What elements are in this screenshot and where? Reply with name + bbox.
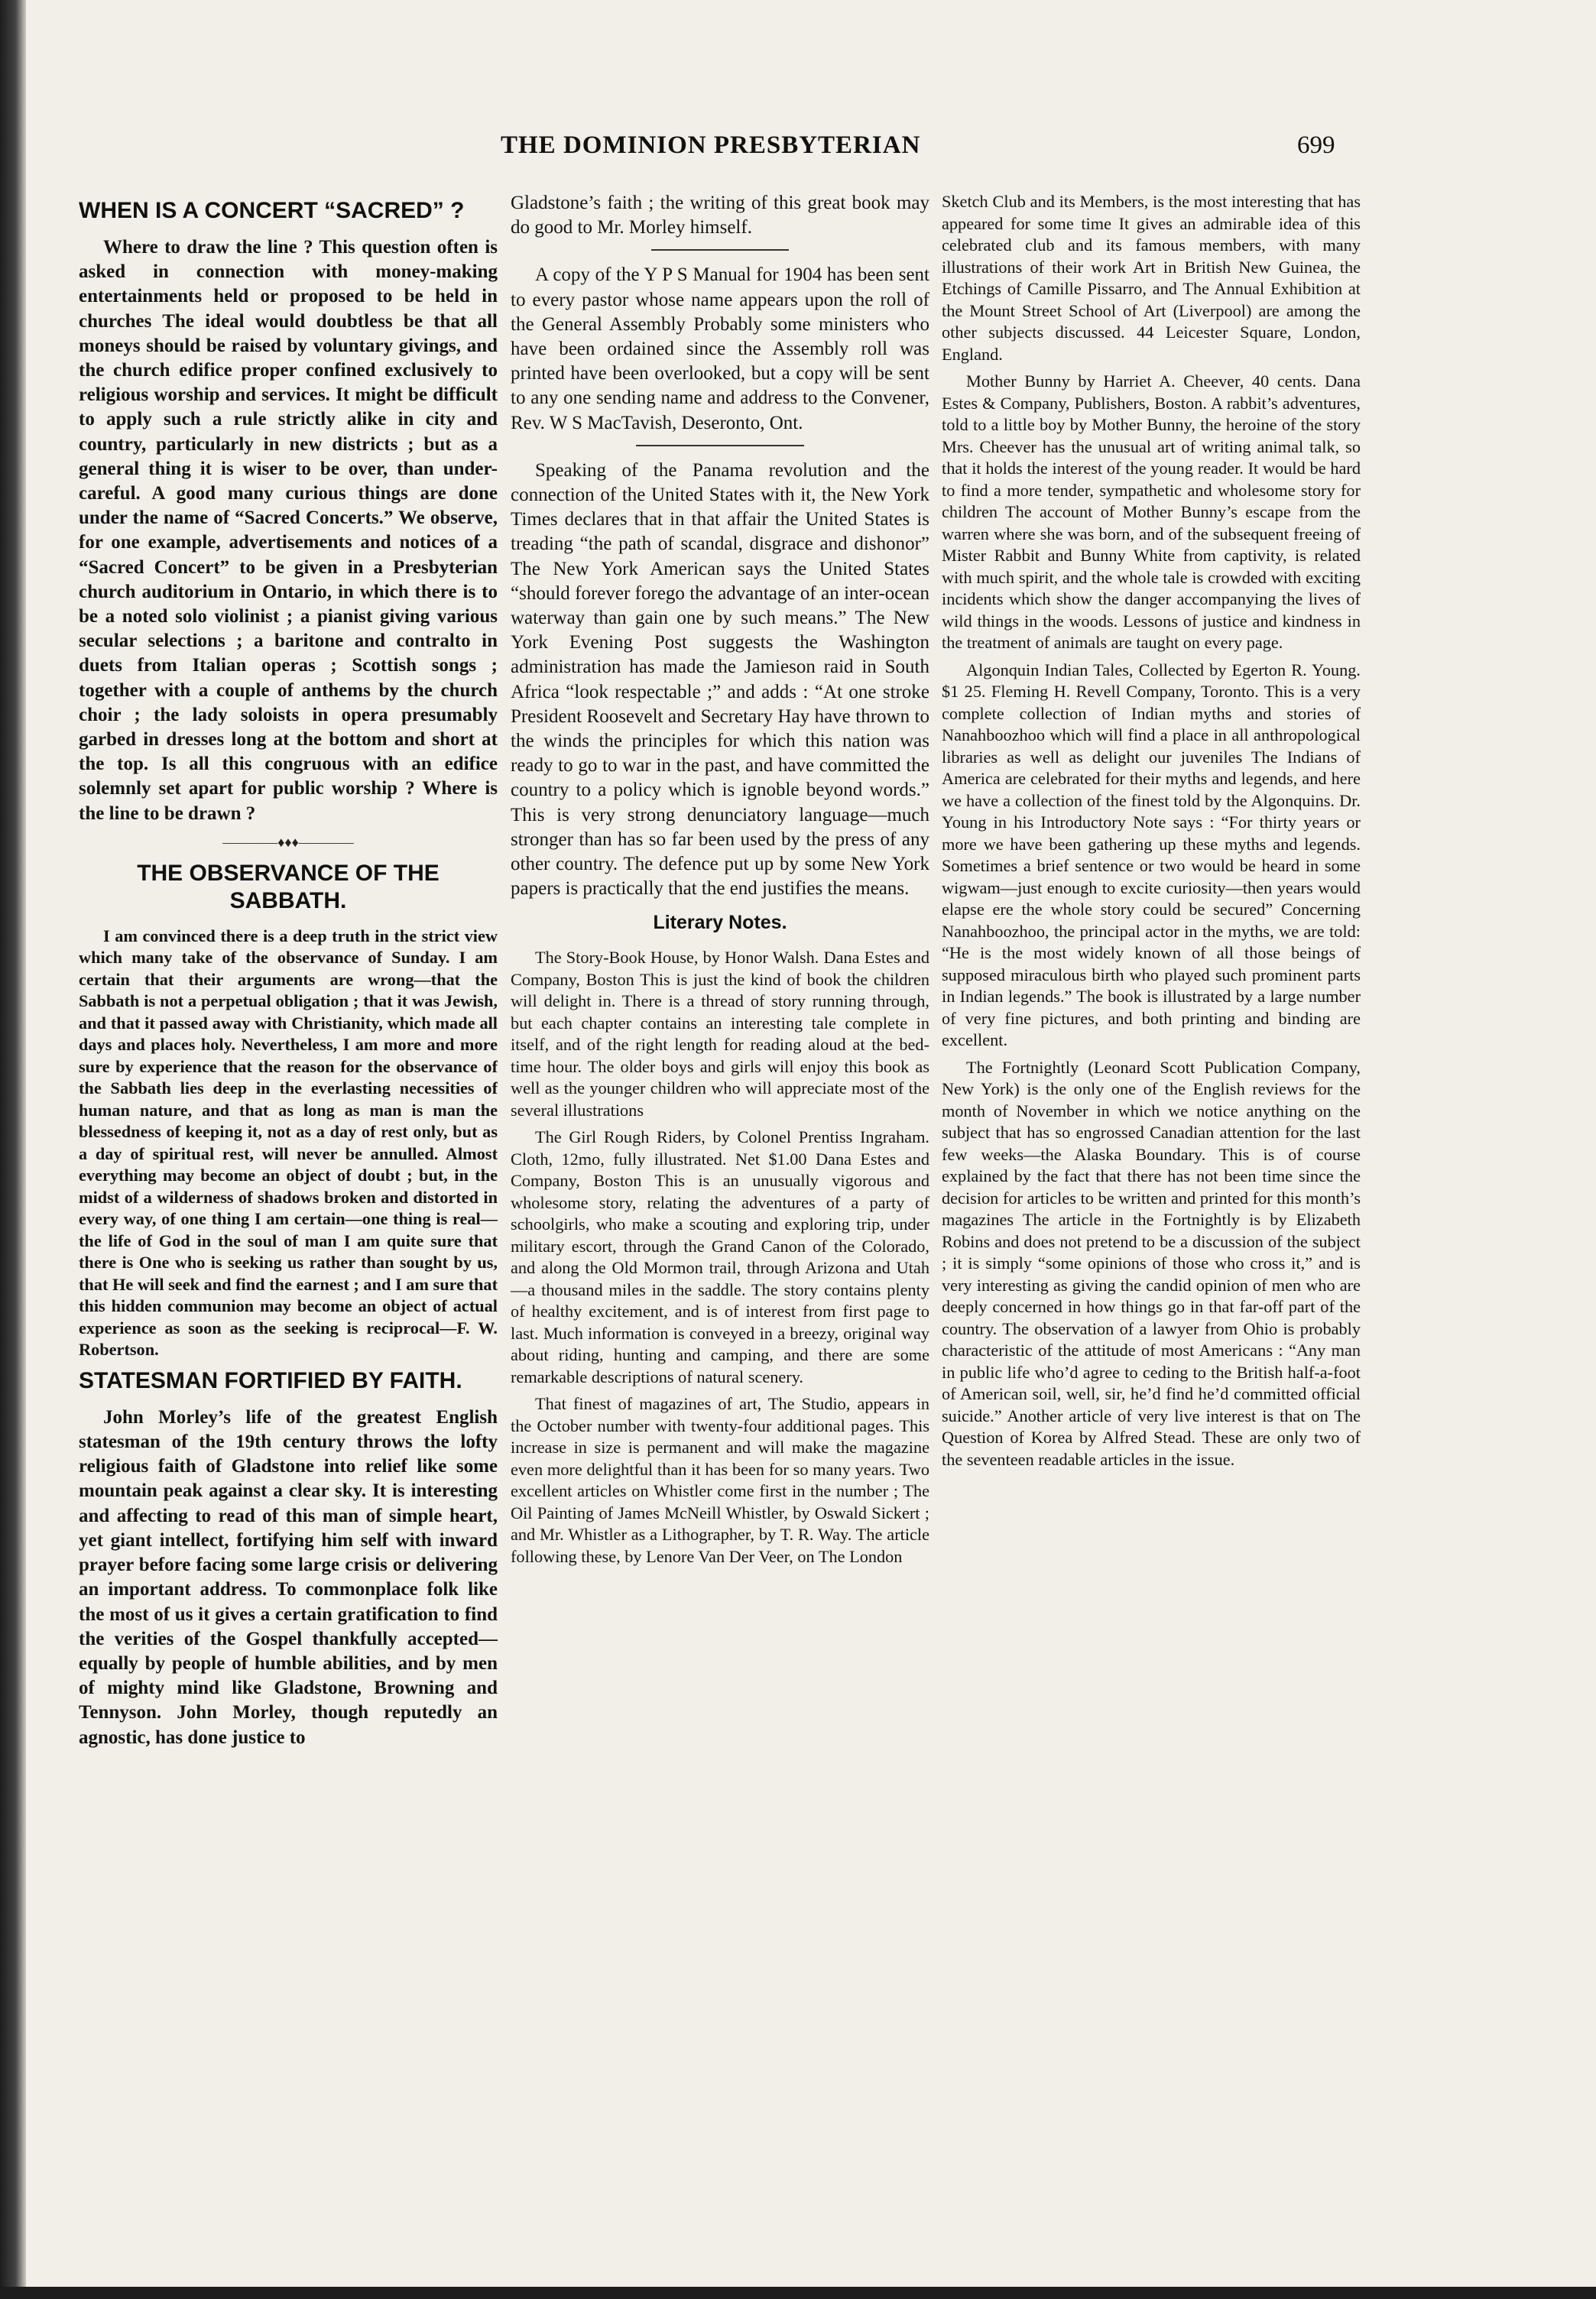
article-heading-statesman: STATESMAN FORTIFIED BY FAITH. [79,1367,462,1393]
review-story-book-house: The Story-Book House, by Honor Walsh. Dana Estes and Company, Boston This is just the kind of book the children will delight in. There is a thread of story running through, but each chapter contains an interesting tale complete in itself, and of the right length for reading aloud at the bed-time hour. The older boys and girls will enjoy this book as well as the younger children who will appreciate most of the several illustrations [511,948,929,1120]
notice-yps-manual: A copy of the Y P S Manual for 1904 has been sent to every pastor whose name appears upon the roll of the General Assembly Probably some ministers who have been ordained since the Assembly roll was printed have been overlooked, but a copy will be sent to any one sending name and address to the Convener, Rev. W S MacTavish, Deseronto, Ont. [511,264,929,433]
article-heading-sabbath: THE OBSERVANCE OF THE SABBATH. [137,860,440,913]
review-the-studio-continued: Sketch Club and its Members, is the most interesting that has appeared for some time It gives an admirable idea of this celebrated club and its famous members, with many illustrations of their work Art in British New Guinea, the Etchings of Camille Pissarro, and The Annual Exhibition at the Mount Street School of Art (Liverpool) are among the other subjects discussed. 44 Leicester Square, London, England. [942,192,1361,364]
article-body-statesman-continued: Gladstone’s faith ; the writing of this great book may do good to Mr. Morley himself. [511,193,929,238]
running-head: THE DOMINION PRESBYTERIAN [501,131,921,159]
page-header [0,131,1596,177]
review-mother-bunny: Mother Bunny by Harriet A. Cheever, 40 cents. Dana Estes & Company, Publishers, Boston. A rabbit’s adventures, told to a little boy by Mother Bunny, the heroine of the story Mrs. Cheever has the unusual art of writing animal talk, so that it holds the interest of the young reader. It would be hard to find a more tender, sympathetic and wholesome story for children The account of Mother Bunny’s escape from the warren where she was born, and of the subsequent freeing of Mister Rabbit and Bunny White from captivity, is related with much spirit, and the whole tale is crowded with exciting incidents which show the danger accompanying the lives of wild things in the woods. Lessons of justice and kindness in the treatment of animals are taught on every page. [942,371,1361,652]
column-3 [942,191,1361,2132]
section-divider [636,445,804,446]
article-heading-sacred-concert: WHEN IS A CONCERT “SACRED” ? [79,198,465,223]
column-1 [79,191,498,2132]
article-body-sacred-concert: Where to draw the line ? This question often is asked in connection with money-making entertainments held or proposed to be held in churches The ideal would doubtless be that all moneys should be raised by voluntary givings, and the church edifice proper confined exclusively to religious worship and services. It might be difficult to apply such a rule strictly alike in city and country, particularly in new districts ; but as a general thing it is wiser to be over, than under-careful. A good many curious things are done under the name of “Sacred Concerts.” We observe, for one example, advertisements and notices of a “Sacred Concert” to be given in a Presbyterian church auditorium in Ontario, in which there is to be a noted solo violinist ; a pianist giving various secular selections ; a baritone and contralto in duets from Italian operas ; Scottish songs ; together with a couple of anthems by the church choir ; the lady soloists in opera presumably garbed in dresses long at the bottom and short at the top. Is all this congruous with an edifice solemnly set apart for public worship ? Where is the line to be drawn ? [79,237,498,824]
review-girl-rough-riders: The Girl Rough Riders, by Colonel Prentiss Ingraham. Cloth, 12mo, fully illustrated. Net $1.00 Dana Estes and Company, Boston This is an unusually vigorous and wholesome story, relating the adventures of a party of schoolgirls, who make a scouting and exploring trip, under military escort, through the Grand Canon of the Colorado, and along the Old Mormon trail, through Arizona and Utah—a thousand miles in the saddle. The story contains plenty of healthy excitement, and is of interest from first page to last. Much information is conveyed in a breezy, original way about riding, hunting and camping, and there are some remarkable descriptions of natural scenery. [511,1127,929,1386]
ornamental-divider: ————♦♦♦———— [222,834,354,850]
article-body-statesman: John Morley’s life of the greatest English statesman of the 19th century throws the lofty religious faith of Gladstone into relief like some mountain peak against a clear sky. It is interesting and affecting to read of this man of simple heart, yet giant intellect, fortifying him self with inward prayer before facing some large crisis or delivering an important address. To commonplace folk like the most of us it gives a certain gratification to find the verities of the Gospel thankfully accepted—equally by people of humble abilities, and by men of mighty mind like Gladstone, Browning and Tennyson. John Morley, though reputedly an agnostic, has done justice to [79,1406,498,1748]
review-algonquin-indian-tales: Algonquin Indian Tales, Collected by Egerton R. Young. $1 25. Fleming H. Revell Company, Toronto. This is a very complete collection of Indian myths and stories of Nanahboozhoo which will find a place in all anthropological libraries as well as delight our juveniles The Indians of America are celebrated for their myths and legends, and here we have a collection of the finest told by the Algonquins. Dr. Young in his Introductory Note says : “For thirty years or more we have been gathering up these myths and legends. Sometimes a brief sentence or two would be heard in some wigwam—just enough to excite curiosity—then years would elapse ere the whole story could be secured” Concerning Nanahboozhoo, the principal actor in the myths, we are told: “He is the most widely known of all those beings of supposed miraculous birth who played such prominent parts in Indian legends.” The book is illustrated by a large number of very fine pictures, and both printing and binding are excellent. [942,660,1361,1049]
review-the-studio: That finest of magazines of art, The Studio, appears in the October number with twenty-four additional pages. This increase in size is permanent and will make the magazine even more delightful than it has been for so many years. Two excellent articles on Whistler come first in the number ; The Oil Painting of James McNeill Whistler, by Oswald Sickert ; and Mr. Whistler as a Lithographer, by T. R. Way. The article following these, by Lenore Van Der Veer, on The London [511,1394,929,1566]
review-the-fortnightly: The Fortnightly (Leonard Scott Publication Company, New York) is the only one of the English reviews for the month of November in which we notice anything on the subject that has so engrossed Canadian attention for the last few weeks—the Alaska Boundary. This is of course explained by the fact that there has not been time since the decision for articles to be written and printed for this month’s magazines The article in the Fortnightly is by Elizabeth Robins and does not pretend to be a discussion of the subject ; it is simply “some opinions of those who cross it,” and is very interesting as giving the candid opinion of men who are deeply concerned in how things go in that far-off part of the country. The observation of a lawyer from Ohio is probably characteristic of the attitude of most Americans : “Any man in public life who’d agree to ceding to the British half-a-foot of American soil, well, sir, he’d find he’d committed official suicide.” Another article of very live interest is that on The Question of Korea by Alfred Stead. These are only two of the seventeen readable articles in the issue. [942,1057,1361,1469]
article-body-sabbath: I am convinced there is a deep truth in the strict view which many take of the observance of Sunday. I am certain that their arguments are wrong—that the Sabbath is not a perpetual obligation ; that it was Jewish, and that it passed away with Christianity, which made all days and places holy. Nevertheless, I am more and more sure by experience that the reason for the observance of the Sabbath lies deep in the everlasting necessities of human nature, and that as long as man is man the blessedness of keeping it, not as a day of rest only, but as a day of spiritual rest, will never be annulled. Almost everything may become an object of doubt ; but, in the midst of a wilderness of shadows broken and distorted in every way, of one thing I am certain—one thing is real—the life of God in the soul of man I am quite sure that there is One who is seeking us rather than sought by us, that He will seek and find the earnest ; and I am sure that this hidden communion may become an object of actual experience as soon as the seeking is reciprocal—F. W. Robertson. [79,926,498,1360]
section-divider [651,249,789,251]
article-body-panama: Speaking of the Panama revolution and the connection of the United States with it, the New York Times declares that in that affair the United States is treading “the path of scandal, disgrace and dishonor” The New York American says the United States “should forever forego the advantage of an inter-ocean waterway than gain one by such means.” The New York Evening Post suggests the Washington administration has made the Jamieson raid in South Africa “look respectable ;” and adds : “At one stroke President Roosevelt and Secretary Hay have thrown to the winds the principles for which this nation was ready to go to war in the past, and have committed the country to a policy which is ignoble beyond words.” This is very strong denunciatory language—much stronger than has so far been used by the press of any other country. The defence put up by some New York papers is practically that the end justifies the means. [511,459,929,900]
column-2 [511,191,929,2132]
section-heading-literary-notes: Literary Notes. [653,912,787,934]
page-number: 699 [1297,131,1335,159]
